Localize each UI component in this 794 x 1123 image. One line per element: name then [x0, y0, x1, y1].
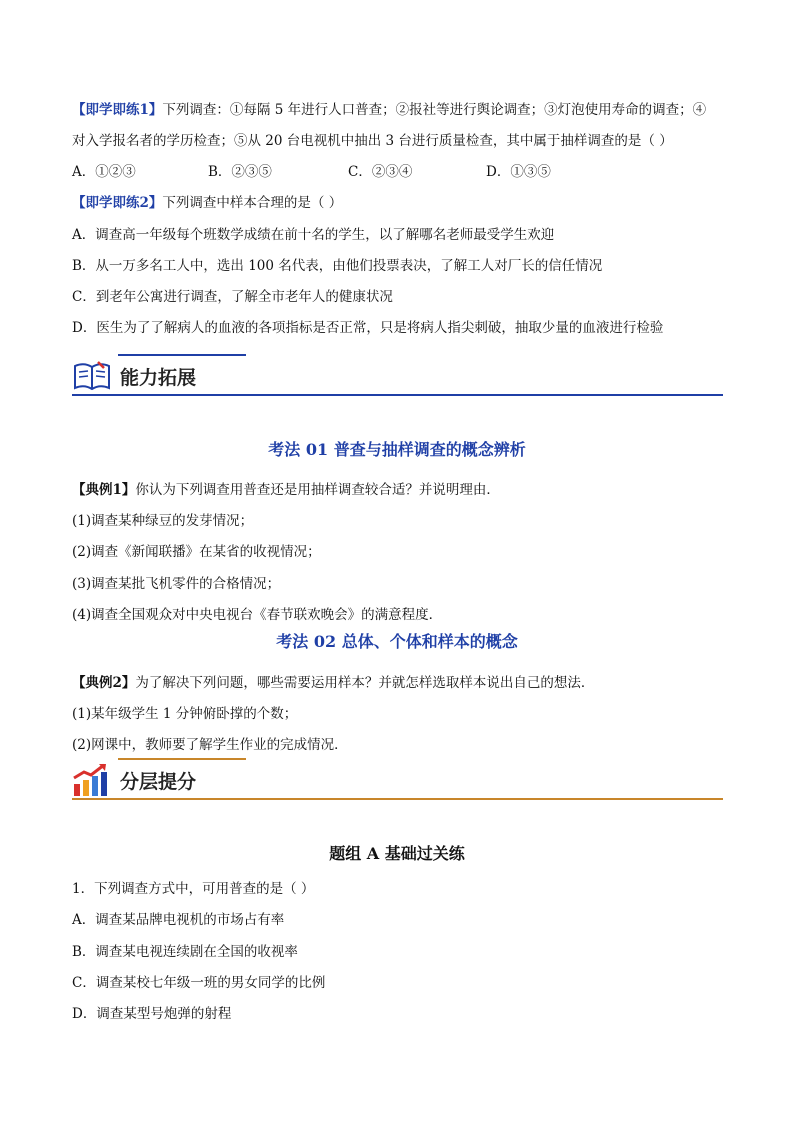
- bar-chart-icon: [72, 762, 112, 802]
- method1-example: [72, 480, 500, 500]
- practice1-stem-2: 对入学报名者的学历检查；⑤从 20 台电视机中抽出 3 台进行质量检查，其中属于抽样调查的是（ ）: [72, 133, 673, 149]
- method1-item-4: (4)调查全国观众对中央电视台《春节联欢晚会》的满意程度．: [72, 607, 443, 623]
- practice2-option-b: B．从一万多名工人中，选出 100 名代表，由他们投票表决，了解工人对厂长的信任情况: [72, 258, 603, 274]
- practice1-line1: [72, 100, 706, 120]
- section-top-rule: [118, 758, 246, 760]
- section-layer-title: 分层提分: [120, 771, 197, 793]
- question1-stem: 1．下列调查方式中，可用普查的是（ ）: [72, 881, 315, 897]
- practice2-option-a: A．调查高一年级每个班数学成绩在前十名的学生，以了解哪名老师最受学生欢迎: [72, 227, 555, 243]
- choice-c: C．②③④: [348, 164, 413, 180]
- practice2-tag: 【即学即练2】: [72, 195, 163, 211]
- example1-tag: 【典例1】: [72, 482, 136, 498]
- section-bottom-rule: [72, 394, 723, 396]
- example1-stem: 你认为下列调查用普查还是用抽样调查较合适？并说明理由．: [135, 482, 500, 498]
- section-ability-header: [72, 354, 723, 396]
- method1-title: 考法 01 普查与抽样调查的概念辨析: [268, 440, 526, 459]
- method2-example: [72, 673, 594, 693]
- method2-title: 考法 02 总体、个体和样本的概念: [276, 632, 518, 651]
- example2-tag: 【典例2】: [72, 675, 136, 691]
- choice-a: A．①②③: [72, 164, 136, 180]
- choice-b: B．②③⑤: [208, 164, 272, 180]
- practice1-stem-1: 下列调查：①每隔 5 年进行人口普查；②报社等进行舆论调查；③灯泡使用寿命的调查；④: [162, 102, 707, 118]
- section-ability-title: 能力拓展: [120, 367, 197, 389]
- question1-option-d: D．调查某型号炮弹的射程: [72, 1006, 232, 1022]
- section-bottom-rule: [72, 798, 723, 800]
- section-layer-header: [72, 758, 723, 800]
- choice-d: D．①③⑤: [486, 164, 551, 180]
- method1-item-2: (2)调查《新闻联播》在某省的收视情况；: [72, 544, 321, 560]
- practice2-option-d: D．医生为了了解病人的血液的各项指标是否正常，只是将病人指尖刺破，抽取少量的血液进行检验: [72, 320, 664, 336]
- practice2-option-c: C．到老年公寓进行调查，了解全市老年人的健康状况: [72, 289, 393, 305]
- method1-item-3: (3)调查某批飞机零件的合格情况；: [72, 576, 281, 592]
- example2-stem: 为了解决下列问题，哪些需要运用样本？并就怎样选取样本说出自己的想法．: [135, 675, 595, 691]
- practice1-tag: 【即学即练1】: [72, 102, 163, 118]
- method2-item-1: (1)某年级学生 1 分钟俯卧撑的个数；: [72, 706, 298, 722]
- book-icon: [72, 358, 112, 396]
- question1-option-b: B．调查某电视连续剧在全国的收视率: [72, 944, 298, 960]
- section-top-rule: [118, 354, 246, 356]
- method1-item-1: (1)调查某种绿豆的发芽情况；: [72, 513, 254, 529]
- practice2-stem-text: 下列调查中样本合理的是（ ）: [162, 195, 343, 211]
- method2-item-2: (2)网课中，教师要了解学生作业的完成情况．: [72, 737, 348, 753]
- question1-option-c: C．调查某校七年级一班的男女同学的比例: [72, 975, 326, 991]
- practice2-stem: [72, 193, 342, 213]
- group-a-title: 题组 A 基础过关练: [329, 844, 465, 863]
- question1-option-a: A．调查某品牌电视机的市场占有率: [72, 912, 285, 928]
